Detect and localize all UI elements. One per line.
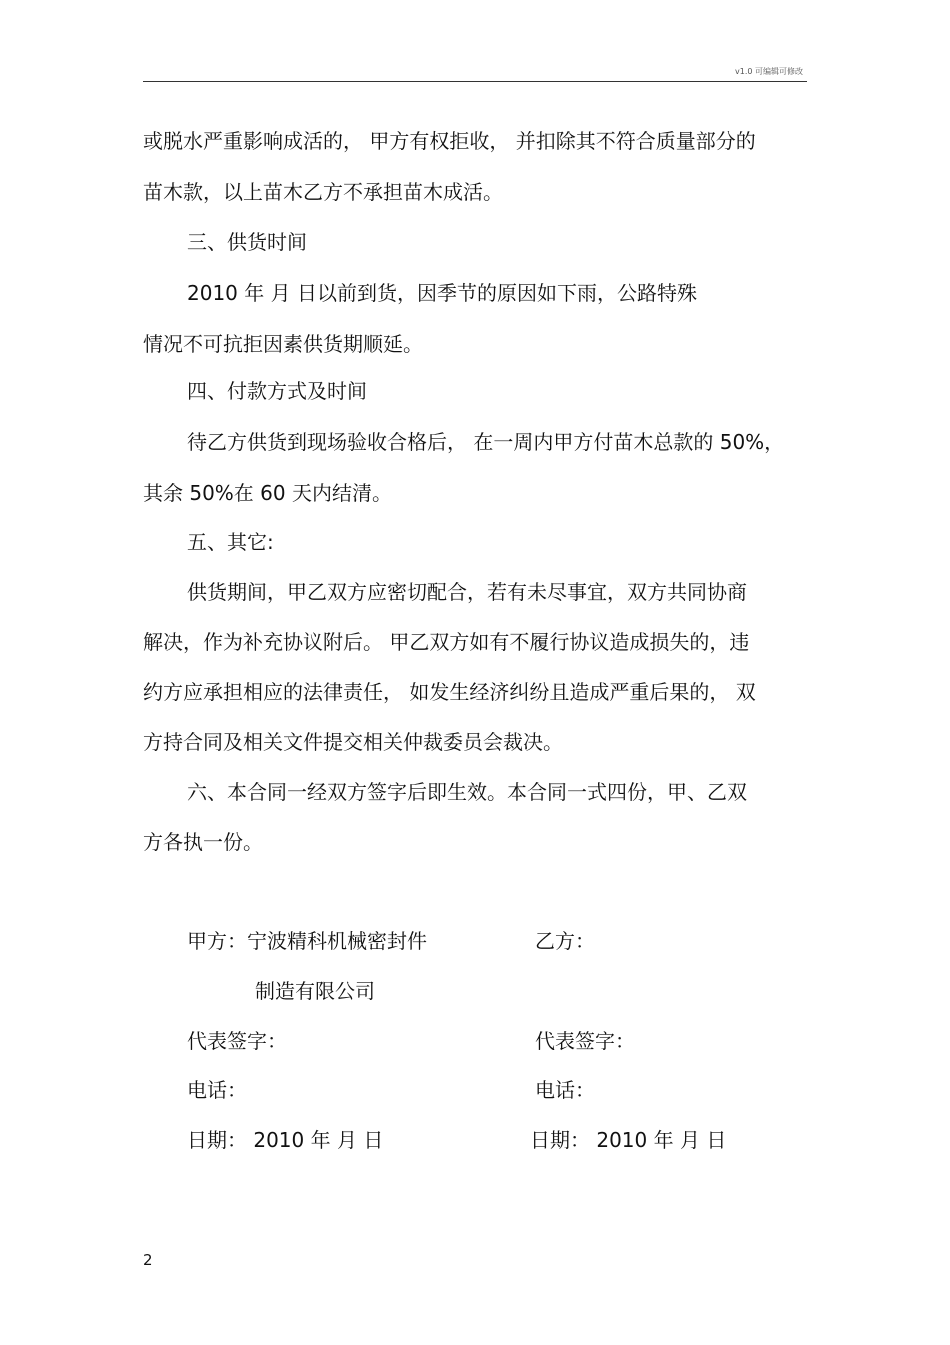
page-number: 2 bbox=[143, 1251, 153, 1269]
party-a-representative: 代表签字： bbox=[187, 1029, 287, 1053]
paragraph-line: 约方应承担相应的法律责任， 如发生经济纠纷且造成严重后果的， 双 bbox=[143, 680, 756, 704]
party-b-label: 乙方： bbox=[535, 929, 595, 953]
section-heading-other: 五、其它: bbox=[187, 530, 274, 554]
party-a-name: 甲方：宁波精科机械密封件 bbox=[187, 929, 427, 953]
party-a-name-cont: 制造有限公司 bbox=[255, 979, 375, 1003]
section-heading-supply-time: 三、供货时间 bbox=[187, 230, 307, 254]
paragraph-line: 待乙方供货到现场验收合格后， 在一周内甲方付苗木总款的 50%， bbox=[187, 430, 785, 454]
paragraph-line: 其余 50%在 60 天内结清。 bbox=[143, 481, 392, 505]
section-heading-payment: 四、付款方式及时间 bbox=[187, 379, 367, 403]
party-a-phone: 电话： bbox=[187, 1078, 247, 1102]
paragraph-line: 方各执一份。 bbox=[143, 830, 263, 854]
paragraph-line: 供货期间，甲乙双方应密切配合，若有未尽事宜，双方共同协商 bbox=[187, 580, 747, 604]
party-a-date: 日期： 2010 年 月 日 bbox=[187, 1128, 384, 1152]
paragraph-line: 情况不可抗拒因素供货期顺延。 bbox=[143, 332, 423, 356]
paragraph-line: 2010 年 月 日以前到货，因季节的原因如下雨，公路特殊 bbox=[187, 281, 697, 305]
party-b-date: 日期： 2010 年 月 日 bbox=[530, 1128, 727, 1152]
party-b-representative: 代表签字： bbox=[535, 1029, 635, 1053]
paragraph-line: 方持合同及相关文件提交相关仲裁委员会裁决。 bbox=[143, 730, 563, 754]
header-rule bbox=[143, 81, 807, 82]
header-version-text: v1.0 可编辑可修改 bbox=[735, 67, 803, 76]
party-b-phone: 电话： bbox=[535, 1078, 595, 1102]
paragraph-line: 或脱水严重影响成活的， 甲方有权拒收， 并扣除其不符合质量部分的 bbox=[143, 129, 756, 153]
paragraph-line: 六、本合同一经双方签字后即生效。本合同一式四份，甲、乙双 bbox=[187, 780, 747, 804]
paragraph-line: 苗木款，以上苗木乙方不承担苗木成活。 bbox=[143, 180, 503, 204]
paragraph-line: 解决，作为补充协议附后。 甲乙双方如有不履行协议造成损失的，违 bbox=[143, 630, 750, 654]
